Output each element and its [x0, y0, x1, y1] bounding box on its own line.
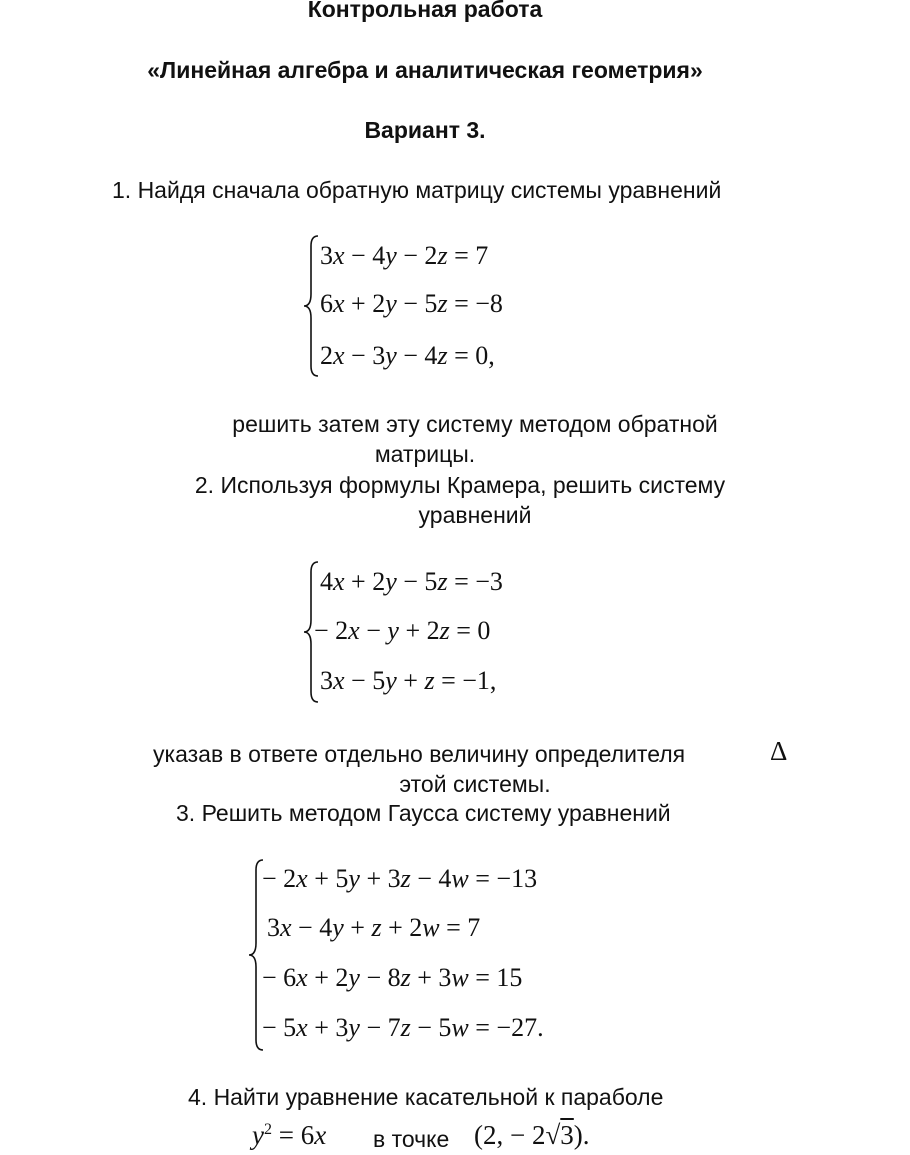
task1-equation: 6x + 2y − 5z = −8: [320, 289, 503, 318]
task2-label: уравнений: [418, 502, 532, 528]
task1-equation: 3x − 4y − 2z = 7: [320, 241, 489, 270]
task1-label: 1. Найдя сначала обратную матрицу системы уравнений: [112, 177, 722, 203]
parabola-equation: $y^2 = 6x$: [252, 1120, 327, 1150]
task3-equation: 3x − 4y + z + 2w = 7: [267, 913, 481, 942]
task2-equation: − 2x − y + 2z = 0: [314, 616, 491, 645]
task2-after-text: указав в ответе отдельно величину определителя: [153, 741, 686, 767]
task3-equation: − 6x + 2y − 8z + 3w = 15: [262, 963, 523, 992]
point-coordinates: (2, − 2√3).: [474, 1120, 590, 1150]
task2-label: 2. Используя формулы Крамера, решить систему: [194, 472, 726, 498]
doc-subject: «Линейная алгебра и аналитическая геометрия»: [147, 57, 703, 83]
task3-equation: − 5x + 3y − 7z − 5w = −27.: [262, 1013, 544, 1042]
task3-equation: − 2x + 5y + 3z − 4w = −13: [262, 864, 538, 893]
task4-label: 4. Найти уравнение касательной к параболе: [188, 1084, 664, 1110]
doc-title: Контрольная работа: [307, 0, 543, 22]
task3-label: 3. Решить методом Гаусса систему уравнений: [176, 800, 671, 826]
task1-after-text: матрицы.: [374, 441, 476, 467]
task2-equation: 4x + 2y − 5z = −3: [320, 567, 503, 596]
task1-after-text: решить затем эту систему методом обратной: [232, 411, 718, 437]
task1-brace: [302, 234, 322, 378]
task2-after-text: этой системы.: [399, 771, 551, 797]
at-point-text: в точке: [373, 1126, 450, 1152]
task2-equation: 3x − 5y + z = −1,: [320, 666, 497, 695]
delta-symbol: Δ: [770, 736, 788, 766]
doc-variant: Вариант 3.: [364, 117, 486, 143]
task1-equation: 2x − 3y − 4z = 0,: [320, 341, 495, 370]
